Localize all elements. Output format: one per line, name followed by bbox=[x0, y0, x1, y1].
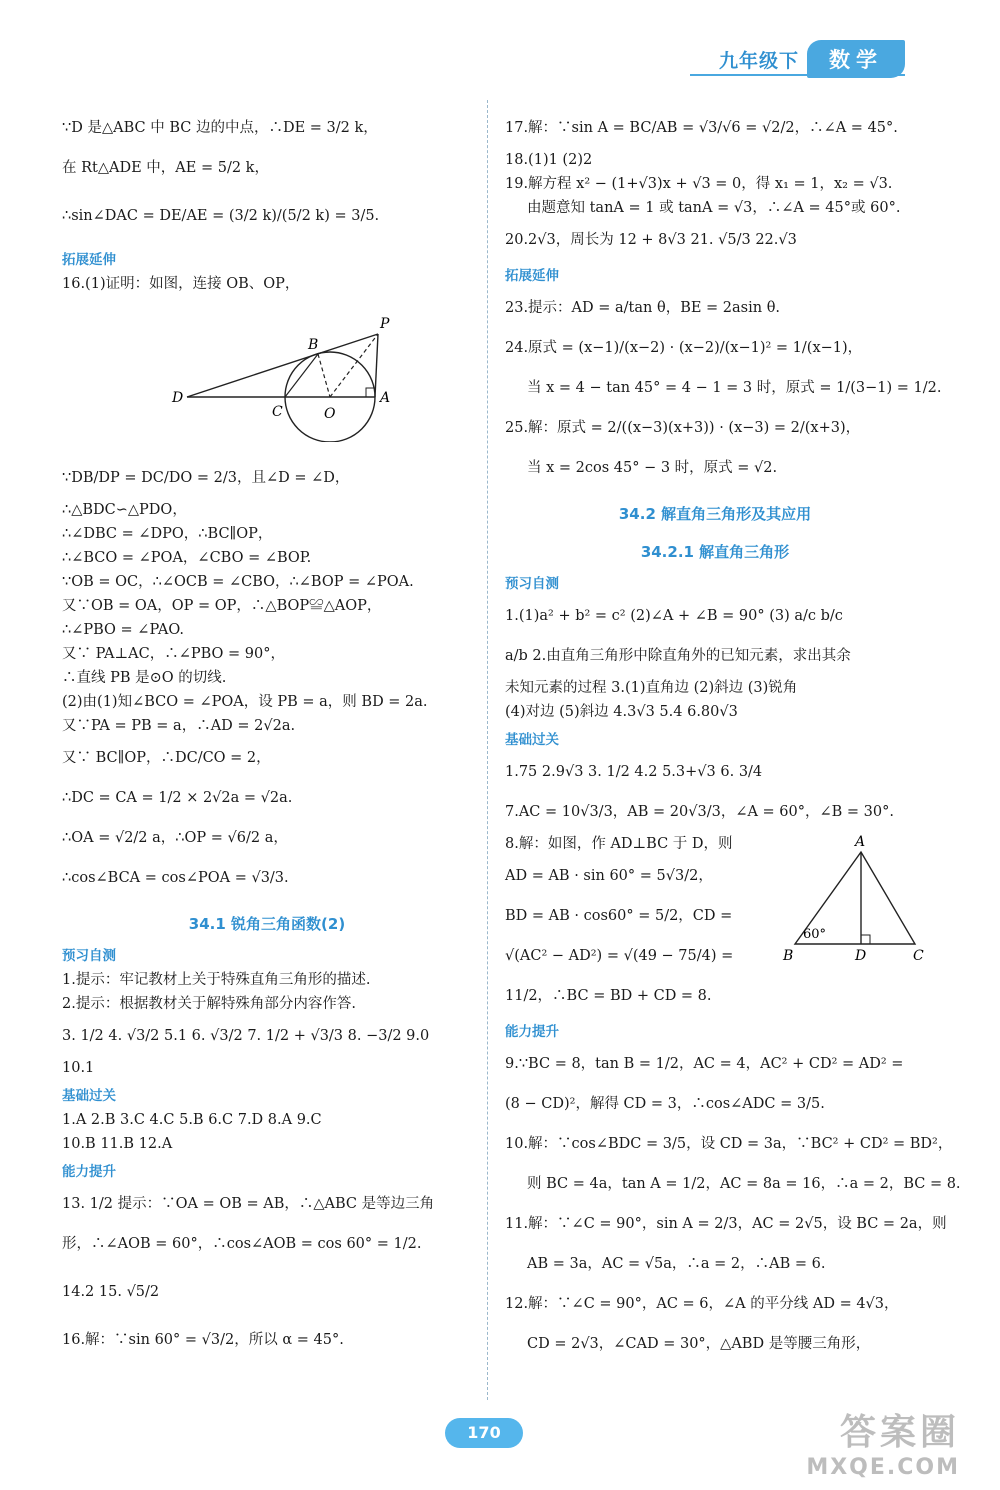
text-line: AD = AB · sin 60° = 5√3/2， bbox=[505, 868, 713, 884]
text-line: 17.解：∵sin A = BC/AB = √3/√6 = √2/2，∴∠A = 45°. bbox=[505, 120, 898, 136]
text-line: ∴OA = √2/2 a，∴OP = √6/2 a， bbox=[62, 830, 288, 846]
text-line: 13. 1/2 提示：∵OA = OB = AB，∴△ABC 是等边三角 bbox=[62, 1196, 435, 1212]
angle-label: 60° bbox=[803, 927, 827, 942]
text-line: ∴cos∠BCA = cos∠POA = √3/3. bbox=[62, 870, 289, 886]
label-c: C bbox=[913, 948, 924, 964]
label-d: D bbox=[172, 390, 184, 406]
text-line: 18.(1)1 (2)2 bbox=[505, 152, 593, 168]
page-number: 170 bbox=[445, 1418, 523, 1448]
text-line: 1.A 2.B 3.C 4.C 5.B 6.C 7.D 8.A 9.C bbox=[62, 1112, 322, 1128]
watermark-line-1: 答案圈 bbox=[839, 1412, 960, 1453]
text-line: 又∵ PA⊥AC，∴∠PBO = 90°， bbox=[62, 646, 285, 662]
label-o: O bbox=[324, 406, 336, 422]
label-b: B bbox=[783, 948, 794, 964]
page-header bbox=[719, 40, 905, 78]
text-line: 10.B 11.B 12.A bbox=[62, 1136, 173, 1152]
text-line: ∴△BDC∽△PDO， bbox=[62, 502, 187, 518]
text-line: 10.解：∵cos∠BDC = 3/5，设 CD = 3a，∵BC² + CD² = BD²， bbox=[505, 1136, 953, 1152]
circle-tangent-figure bbox=[62, 302, 472, 450]
line-pa bbox=[375, 334, 378, 397]
text-line: 1.75 2.9√3 3. 1/2 4.2 5.3+√3 6. 3/4 bbox=[505, 764, 763, 780]
text-line: 3. 1/2 4. √3/2 5.1 6. √3/2 7. 1/2 + √3/3 8. −3/2 9.0 bbox=[62, 1028, 430, 1044]
section-heading: 拓展延伸 bbox=[62, 252, 116, 268]
text-line: 25.解：原式 = 2/((x−3)(x+3)) · (x−3) = 2/(x+3)， bbox=[505, 420, 861, 436]
text-line: √(AC² − AD²) = √(49 − 75/4) = bbox=[505, 948, 734, 964]
section-heading: 能力提升 bbox=[62, 1164, 116, 1180]
text-line: AB = 3a，AC = √5a，∴a = 2，∴AB = 6. bbox=[527, 1256, 826, 1272]
section-heading: 基础过关 bbox=[62, 1088, 116, 1104]
text-line: 12.解：∵∠C = 90°，AC = 6，∠A 的平分线 AD = 4√3， bbox=[505, 1296, 899, 1312]
left-column bbox=[62, 108, 472, 1360]
text-line: 由题意知 tanA = 1 或 tanA = √3，∴∠A = 45°或 60°. bbox=[527, 200, 901, 216]
text-line: a/b 2.由直角三角形中除直角外的已知元素，求出其余 bbox=[505, 648, 851, 664]
text-line: 16.解：∵sin 60° = √3/2，所以 α = 45°. bbox=[62, 1332, 344, 1348]
header-rule bbox=[690, 74, 905, 76]
text-line: 14.2 15. √5/2 bbox=[62, 1284, 160, 1300]
line-dp bbox=[187, 334, 378, 397]
text-line: 2.提示：根据教材关于解特殊角部分内容作答. bbox=[62, 996, 356, 1012]
grade-label: 九年级下 bbox=[718, 49, 799, 72]
watermark bbox=[806, 1404, 960, 1480]
subject-badge: 数学 bbox=[807, 40, 905, 78]
section-heading: 基础过关 bbox=[505, 732, 559, 748]
section-heading: 预习自测 bbox=[505, 576, 559, 592]
text-line: ∵OB = OC，∴∠OCB = ∠CBO，∴∠BOP = ∠POA. bbox=[62, 574, 414, 590]
text-line: 16.(1)证明：如图，连接 OB、OP， bbox=[62, 276, 300, 292]
section-heading: 能力提升 bbox=[505, 1024, 559, 1040]
text-line: 10.1 bbox=[62, 1060, 95, 1076]
text-line: ∴∠BCO = ∠POA，∠CBO = ∠BOP. bbox=[62, 550, 312, 566]
text-line: 在 Rt△ADE 中，AE = 5/2 k， bbox=[62, 160, 269, 176]
text-line: 未知元素的过程 3.(1)直角边 (2)斜边 (3)锐角 bbox=[505, 680, 798, 696]
text-line: CD = 2√3，∠CAD = 30°，△ABD 是等腰三角形， bbox=[527, 1336, 871, 1352]
right-angle-mark bbox=[861, 935, 870, 944]
section-heading: 预习自测 bbox=[62, 948, 116, 964]
text-line: 当 x = 4 − tan 45° = 4 − 1 = 3 时，原式 = 1/(3−1) = 1/2. bbox=[527, 380, 942, 396]
text-line: (4)对边 (5)斜边 4.3√3 5.4 6.80√3 bbox=[505, 704, 738, 720]
text-line: ∴直线 PB 是⊙O 的切线. bbox=[62, 670, 227, 686]
geometry-diagram bbox=[62, 302, 472, 442]
text-line: ∴∠DBC = ∠DPO，∴BC∥OP， bbox=[62, 526, 273, 542]
text-line: (2)由(1)知∠BCO = ∠POA，设 PB = a，则 BD = 2a. bbox=[62, 694, 428, 710]
text-line: 7.AC = 10√3/3，AB = 20√3/3，∠A = 60°，∠B = 30°. bbox=[505, 804, 894, 820]
problem-8-block bbox=[505, 832, 925, 1016]
column-divider bbox=[487, 100, 488, 1400]
text-line: 当 x = 2cos 45° − 3 时，原式 = √2. bbox=[527, 460, 778, 476]
problem-8-text bbox=[505, 832, 765, 1016]
triangle-diagram bbox=[765, 832, 925, 972]
label-p: P bbox=[380, 316, 390, 332]
label-b: B bbox=[308, 337, 319, 353]
text-line: ∵DB/DP = DC/DO = 2/3，且∠D = ∠D， bbox=[62, 470, 350, 486]
text-line: 则 BC = 4a，tan A = 1/2，AC = 8a = 16，∴a = 2，BC = 8. bbox=[527, 1176, 961, 1192]
label-a: A bbox=[380, 390, 391, 406]
text-line: 形，∴∠AOB = 60°，∴cos∠AOB = cos 60° = 1/2. bbox=[62, 1236, 422, 1252]
subsection-title: 34.2.1 解直角三角形 bbox=[640, 543, 790, 561]
text-line: 1.(1)a² + b² = c² (2)∠A + ∠B = 90° (3) a/c b/c bbox=[505, 608, 843, 624]
text-line: (8 − CD)²，解得 CD = 3，∴cos∠ADC = 3/5. bbox=[505, 1096, 825, 1112]
section-title: 34.2 解直角三角形及其应用 bbox=[618, 505, 812, 523]
text-line: 11.解：∵∠C = 90°，sin A = 2/3，AC = 2√5，设 BC = 2a，则 bbox=[505, 1216, 947, 1232]
text-line: 9.∵BC = 8，tan B = 1/2，AC = 4，AC² + CD² = AD² = bbox=[505, 1056, 904, 1072]
text-line: ∴∠PBO = ∠PAO. bbox=[62, 622, 185, 638]
text-line: ∴DC = CA = 1/2 × 2√2a = √2a. bbox=[62, 790, 293, 806]
label-c: C bbox=[272, 404, 283, 420]
watermark-line-2: MXQE.COM bbox=[806, 1455, 960, 1480]
text-line: BD = AB · cos60° = 5/2，CD = bbox=[505, 908, 733, 924]
label-a: A bbox=[855, 834, 866, 850]
text-line: 又∵ BC∥OP，∴DC/CO = 2， bbox=[62, 750, 271, 766]
text-line: 又∵OB = OA，OP = OP，∴△BOP≌△AOP， bbox=[62, 598, 382, 614]
text-line: 23.提示：AD = a/tan θ，BE = 2asin θ. bbox=[505, 300, 781, 316]
text-line: 1.提示：牢记教材上关于特殊直角三角形的描述. bbox=[62, 972, 371, 988]
line-ob bbox=[318, 354, 330, 397]
text-line: 又∵PA = PB = a，∴AD = 2√2a. bbox=[62, 718, 296, 734]
text-line: 8.解：如图，作 AD⊥BC 于 D，则 bbox=[505, 836, 733, 852]
text-line: ∵D 是△ABC 中 BC 边的中点，∴DE = 3/2 k， bbox=[62, 120, 378, 136]
label-d: D bbox=[855, 948, 867, 964]
text-line: 19.解方程 x² − (1+√3)x + √3 = 0，得 x₁ = 1，x₂ = √3. bbox=[505, 176, 893, 192]
section-heading: 拓展延伸 bbox=[505, 268, 559, 284]
right-column bbox=[505, 108, 961, 1364]
text-line: ∴sin∠DAC = DE/AE = (3/2 k)/(5/2 k) = 3/5. bbox=[62, 208, 380, 224]
text-line: 20.2√3，周长为 12 + 8√3 21. √5/3 22.√3 bbox=[505, 232, 797, 248]
text-line: 24.原式 = (x−1)/(x−2) · (x−2)/(x−1)² = 1/(x−1)， bbox=[505, 340, 863, 356]
section-title: 34.1 锐角三角函数(2) bbox=[188, 915, 346, 933]
text-line: 11/2，∴BC = BD + CD = 8. bbox=[505, 988, 712, 1004]
